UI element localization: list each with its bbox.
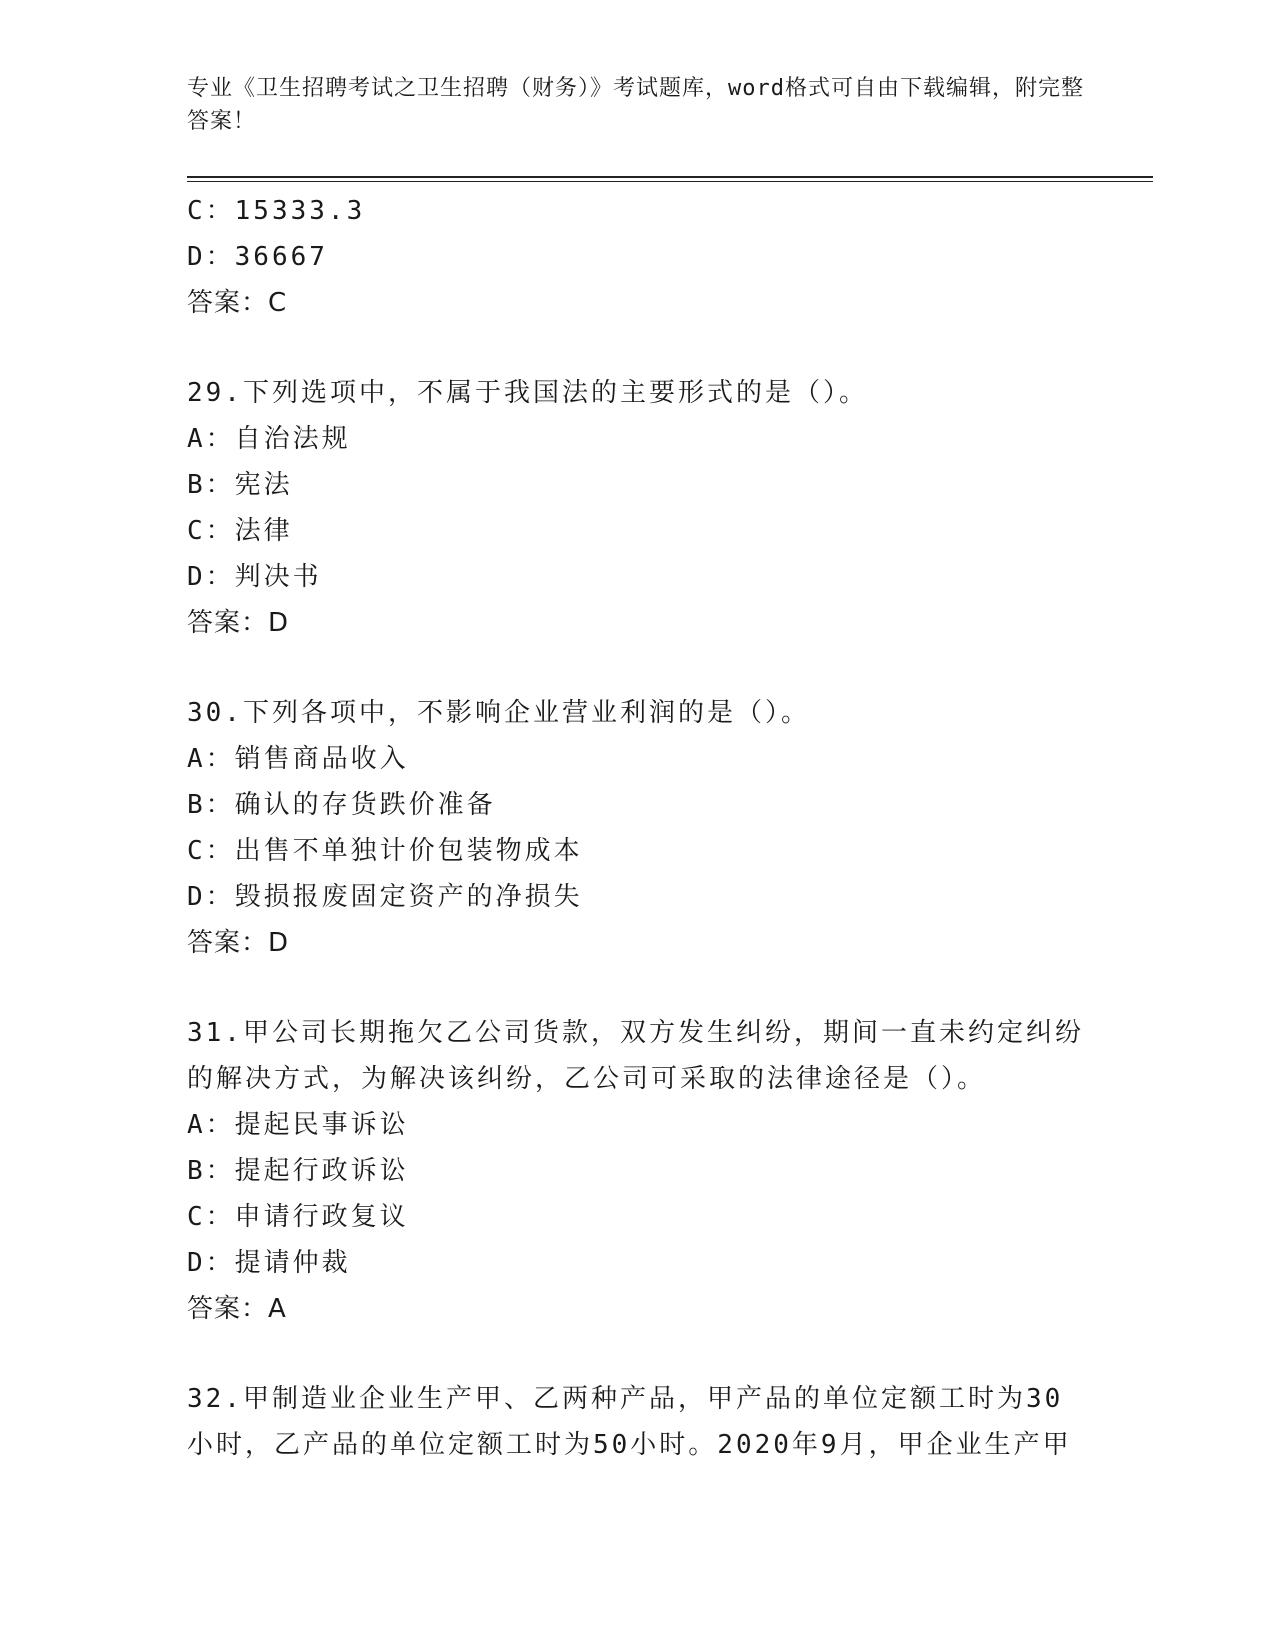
question-29 <box>187 370 1087 646</box>
question-32 <box>187 1376 1087 1468</box>
question-30 <box>187 690 1087 966</box>
question-stem: 30.下列各项中，不影响企业营业利润的是（）。 <box>187 698 810 728</box>
question-31 <box>187 1010 1087 1332</box>
option-text: 自治法规 <box>234 424 351 454</box>
option-label: A： <box>187 744 235 774</box>
option-label: C： <box>187 196 235 226</box>
header-divider-thin <box>187 181 1153 182</box>
option-label: B： <box>187 790 235 820</box>
question-stem: 29.下列选项中，不属于我国法的主要形式的是（）。 <box>187 378 868 408</box>
answer-line: 答案：D <box>187 608 290 638</box>
question-stem: 31.甲公司长期拖欠乙公司货款，双方发生纠纷，期间一直未约定纠纷的解决方式，为解决该纠纷，乙公司可采取的法律途径是（）。 <box>187 1018 1084 1094</box>
option-d <box>187 234 1087 280</box>
option-d <box>187 1240 1087 1286</box>
spacer <box>187 1332 1087 1376</box>
option-label: A： <box>187 1110 235 1140</box>
question-list <box>187 188 1087 1468</box>
option-c <box>187 1194 1087 1240</box>
option-a <box>187 736 1087 782</box>
option-text: 销售商品收入 <box>234 744 409 774</box>
page-header: 专业《卫生招聘考试之卫生招聘（财务）》考试题库，word格式可自由下载编辑，附完整答案！ <box>187 76 1084 134</box>
question-continued <box>187 188 1087 326</box>
option-label: C： <box>187 516 235 546</box>
option-text: 毁损报废固定资产的净损失 <box>234 882 583 912</box>
option-text: 提起行政诉讼 <box>234 1156 409 1186</box>
option-label: D： <box>187 1248 235 1278</box>
option-d <box>187 554 1087 600</box>
answer-line: 答案：A <box>187 1294 287 1324</box>
option-label: B： <box>187 470 235 500</box>
option-text: 15333.3 <box>234 196 366 226</box>
question-stem: 32.甲制造业企业生产甲、乙两种产品，甲产品的单位定额工时为30小时，乙产品的单位定额工时为50小时。2020年9月，甲企业生产甲 <box>187 1384 1072 1460</box>
spacer <box>187 646 1087 690</box>
spacer <box>187 966 1087 1010</box>
option-b <box>187 1148 1087 1194</box>
option-text: 提起民事诉讼 <box>234 1110 409 1140</box>
option-label: B： <box>187 1156 235 1186</box>
option-c <box>187 828 1087 874</box>
option-label: A： <box>187 424 235 454</box>
option-text: 提请仲裁 <box>234 1248 351 1278</box>
option-c <box>187 188 1087 234</box>
option-label: D： <box>187 882 235 912</box>
option-a <box>187 1102 1087 1148</box>
option-text: 宪法 <box>234 470 293 500</box>
option-text: 36667 <box>234 242 328 272</box>
option-label: C： <box>187 836 235 866</box>
option-b <box>187 782 1087 828</box>
option-label: D： <box>187 242 235 272</box>
spacer <box>187 326 1087 370</box>
option-label: C： <box>187 1202 235 1232</box>
header-divider-thick <box>187 176 1153 178</box>
option-text: 申请行政复议 <box>234 1202 409 1232</box>
option-b <box>187 462 1087 508</box>
answer-line: 答案：D <box>187 928 290 958</box>
answer-line: 答案：C <box>187 288 288 318</box>
option-text: 判决书 <box>234 562 322 592</box>
option-text: 出售不单独计价包装物成本 <box>234 836 583 866</box>
option-label: D： <box>187 562 235 592</box>
option-text: 确认的存货跌价准备 <box>234 790 496 820</box>
option-c <box>187 508 1087 554</box>
option-d <box>187 874 1087 920</box>
option-text: 法律 <box>234 516 293 546</box>
option-a <box>187 416 1087 462</box>
